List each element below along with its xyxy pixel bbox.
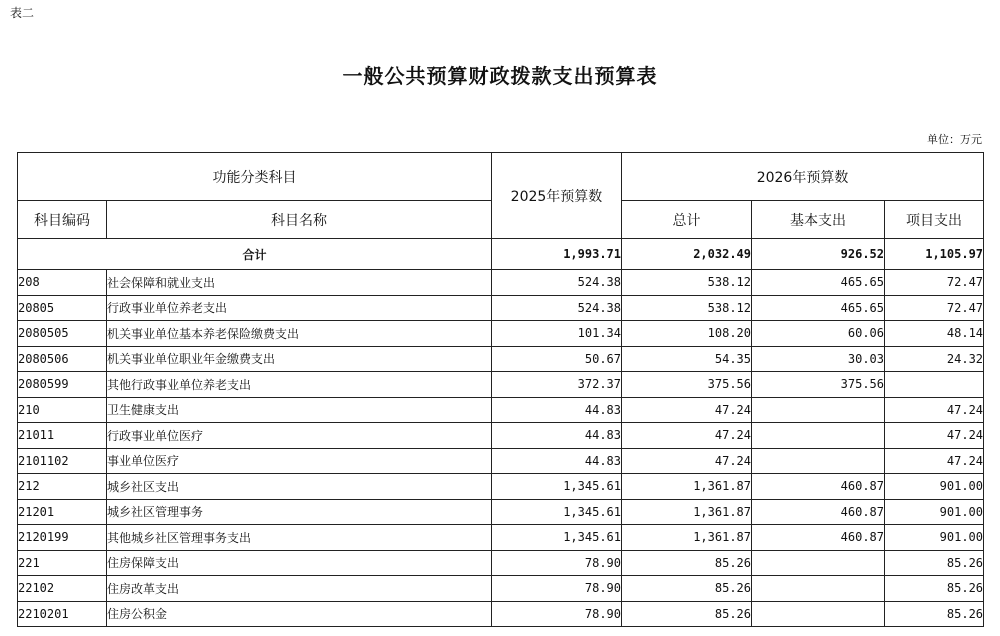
summary-b2025: 1,993.71 bbox=[492, 239, 622, 270]
cell-code: 21011 bbox=[18, 423, 107, 449]
cell-total: 108.20 bbox=[622, 321, 752, 347]
header-budget-2026: 2026年预算数 bbox=[622, 153, 984, 201]
cell-code: 2210201 bbox=[18, 601, 107, 627]
cell-total: 47.24 bbox=[622, 397, 752, 423]
cell-name: 机关事业单位职业年金缴费支出 bbox=[107, 346, 492, 372]
budget-table bbox=[17, 152, 984, 627]
cell-basic: 460.87 bbox=[752, 499, 885, 525]
cell-total: 375.56 bbox=[622, 372, 752, 398]
cell-basic bbox=[752, 397, 885, 423]
cell-name: 住房公积金 bbox=[107, 601, 492, 627]
cell-project: 85.26 bbox=[885, 576, 984, 602]
cell-basic bbox=[752, 601, 885, 627]
cell-code: 2080599 bbox=[18, 372, 107, 398]
cell-total: 47.24 bbox=[622, 448, 752, 474]
summary-label: 合计 bbox=[18, 239, 492, 270]
cell-name: 城乡社区支出 bbox=[107, 474, 492, 500]
table-row bbox=[18, 474, 984, 500]
summary-basic: 926.52 bbox=[752, 239, 885, 270]
cell-project bbox=[885, 372, 984, 398]
cell-code: 2080505 bbox=[18, 321, 107, 347]
cell-name: 社会保障和就业支出 bbox=[107, 270, 492, 296]
cell-b2025: 44.83 bbox=[492, 423, 622, 449]
header-name: 科目名称 bbox=[107, 201, 492, 239]
cell-project: 901.00 bbox=[885, 499, 984, 525]
cell-b2025: 50.67 bbox=[492, 346, 622, 372]
header-project: 项目支出 bbox=[885, 201, 984, 239]
cell-b2025: 1,345.61 bbox=[492, 474, 622, 500]
header-budget-2025: 2025年预算数 bbox=[492, 153, 622, 239]
table-row bbox=[18, 295, 984, 321]
cell-code: 20805 bbox=[18, 295, 107, 321]
table-row bbox=[18, 576, 984, 602]
cell-name: 其他城乡社区管理事务支出 bbox=[107, 525, 492, 551]
cell-name: 机关事业单位基本养老保险缴费支出 bbox=[107, 321, 492, 347]
table-row bbox=[18, 448, 984, 474]
cell-b2025: 101.34 bbox=[492, 321, 622, 347]
cell-project: 85.26 bbox=[885, 601, 984, 627]
table-row bbox=[18, 423, 984, 449]
cell-name: 住房改革支出 bbox=[107, 576, 492, 602]
summary-total: 2,032.49 bbox=[622, 239, 752, 270]
table-row bbox=[18, 397, 984, 423]
cell-project: 72.47 bbox=[885, 295, 984, 321]
cell-code: 22102 bbox=[18, 576, 107, 602]
header-total: 总计 bbox=[622, 201, 752, 239]
header-code: 科目编码 bbox=[18, 201, 107, 239]
cell-b2025: 44.83 bbox=[492, 397, 622, 423]
cell-project: 47.24 bbox=[885, 448, 984, 474]
cell-code: 212 bbox=[18, 474, 107, 500]
table-row bbox=[18, 550, 984, 576]
table-row bbox=[18, 372, 984, 398]
cell-project: 48.14 bbox=[885, 321, 984, 347]
cell-project: 24.32 bbox=[885, 346, 984, 372]
table-row bbox=[18, 346, 984, 372]
cell-total: 538.12 bbox=[622, 295, 752, 321]
cell-basic: 60.06 bbox=[752, 321, 885, 347]
cell-project: 85.26 bbox=[885, 550, 984, 576]
cell-code: 210 bbox=[18, 397, 107, 423]
cell-total: 1,361.87 bbox=[622, 499, 752, 525]
cell-code: 2080506 bbox=[18, 346, 107, 372]
cell-name: 行政事业单位医疗 bbox=[107, 423, 492, 449]
cell-name: 住房保障支出 bbox=[107, 550, 492, 576]
table-row bbox=[18, 601, 984, 627]
cell-b2025: 1,345.61 bbox=[492, 499, 622, 525]
cell-total: 47.24 bbox=[622, 423, 752, 449]
cell-basic: 460.87 bbox=[752, 525, 885, 551]
cell-code: 221 bbox=[18, 550, 107, 576]
cell-project: 47.24 bbox=[885, 423, 984, 449]
table-number-label: 表二 bbox=[10, 6, 35, 20]
cell-name: 事业单位医疗 bbox=[107, 448, 492, 474]
page-title: 一般公共预算财政拨款支出预算表 bbox=[342, 64, 658, 88]
table-row bbox=[18, 499, 984, 525]
cell-name: 行政事业单位养老支出 bbox=[107, 295, 492, 321]
cell-b2025: 524.38 bbox=[492, 270, 622, 296]
cell-basic: 460.87 bbox=[752, 474, 885, 500]
cell-name: 卫生健康支出 bbox=[107, 397, 492, 423]
cell-total: 1,361.87 bbox=[622, 525, 752, 551]
cell-b2025: 44.83 bbox=[492, 448, 622, 474]
summary-project: 1,105.97 bbox=[885, 239, 984, 270]
cell-name: 其他行政事业单位养老支出 bbox=[107, 372, 492, 398]
table-row bbox=[18, 321, 984, 347]
cell-total: 54.35 bbox=[622, 346, 752, 372]
cell-project: 901.00 bbox=[885, 525, 984, 551]
cell-total: 1,361.87 bbox=[622, 474, 752, 500]
cell-code: 2101102 bbox=[18, 448, 107, 474]
cell-total: 538.12 bbox=[622, 270, 752, 296]
cell-total: 85.26 bbox=[622, 576, 752, 602]
cell-basic bbox=[752, 576, 885, 602]
summary-row bbox=[18, 239, 984, 270]
cell-basic: 465.65 bbox=[752, 270, 885, 296]
cell-b2025: 1,345.61 bbox=[492, 525, 622, 551]
cell-code: 21201 bbox=[18, 499, 107, 525]
cell-basic: 465.65 bbox=[752, 295, 885, 321]
cell-total: 85.26 bbox=[622, 550, 752, 576]
cell-b2025: 78.90 bbox=[492, 601, 622, 627]
cell-basic bbox=[752, 423, 885, 449]
header-func-category: 功能分类科目 bbox=[18, 153, 492, 201]
unit-label: 单位：万元 bbox=[927, 133, 982, 146]
cell-basic: 375.56 bbox=[752, 372, 885, 398]
cell-code: 208 bbox=[18, 270, 107, 296]
cell-b2025: 78.90 bbox=[492, 550, 622, 576]
table-row bbox=[18, 270, 984, 296]
header-basic: 基本支出 bbox=[752, 201, 885, 239]
cell-project: 901.00 bbox=[885, 474, 984, 500]
cell-code: 2120199 bbox=[18, 525, 107, 551]
cell-b2025: 372.37 bbox=[492, 372, 622, 398]
cell-b2025: 78.90 bbox=[492, 576, 622, 602]
table-row bbox=[18, 525, 984, 551]
cell-project: 72.47 bbox=[885, 270, 984, 296]
cell-total: 85.26 bbox=[622, 601, 752, 627]
cell-name: 城乡社区管理事务 bbox=[107, 499, 492, 525]
cell-basic bbox=[752, 550, 885, 576]
cell-basic: 30.03 bbox=[752, 346, 885, 372]
cell-basic bbox=[752, 448, 885, 474]
cell-b2025: 524.38 bbox=[492, 295, 622, 321]
cell-project: 47.24 bbox=[885, 397, 984, 423]
